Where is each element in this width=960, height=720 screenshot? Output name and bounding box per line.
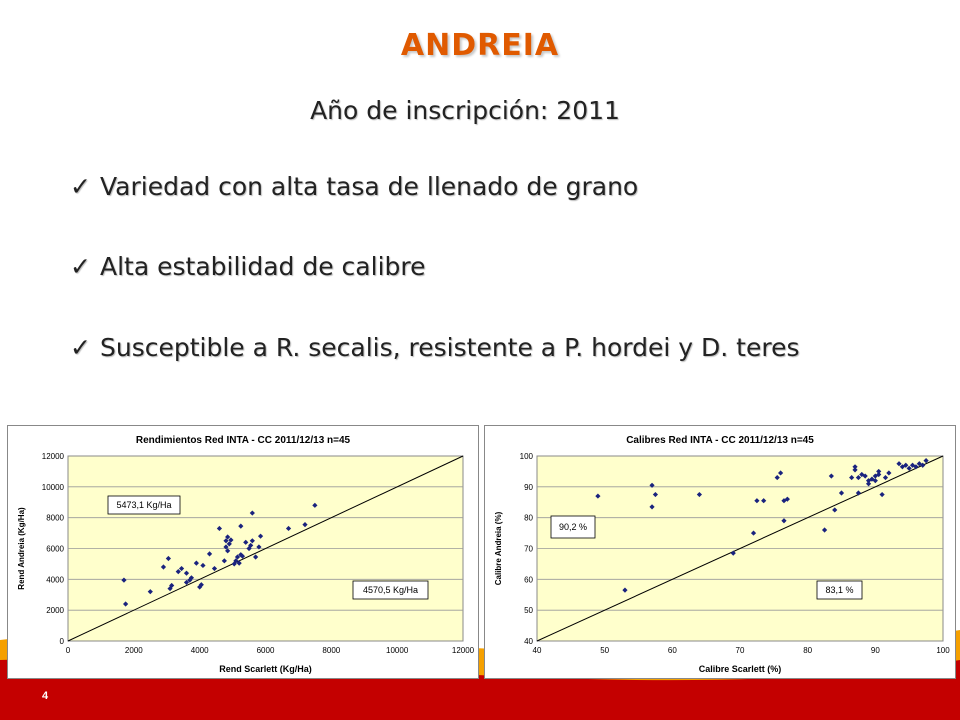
x-tick-label: 6000 xyxy=(256,646,275,655)
y-tick-label: 60 xyxy=(524,575,533,585)
y-tick-label: 40 xyxy=(524,637,533,646)
yield-chart xyxy=(7,425,479,679)
bullet-text: Susceptible a R. secalis, resistente a P. hordei y D. teres xyxy=(100,333,800,362)
x-tick-label: 8000 xyxy=(322,646,341,655)
y-tick-label: 6000 xyxy=(46,544,64,554)
bullet-text: Variedad con alta tasa de llenado de grano xyxy=(100,172,639,201)
x-tick-label: 60 xyxy=(667,646,677,655)
bullet-item xyxy=(70,252,426,281)
x-tick-label: 10000 xyxy=(386,646,409,655)
y-tick-label: 10000 xyxy=(41,482,64,492)
annotation-label: 83,1 % xyxy=(825,585,854,595)
y-tick-label: 0 xyxy=(59,637,64,646)
y-tick-label: 50 xyxy=(524,606,533,616)
yield-chart-svg xyxy=(8,426,478,678)
x-tick-label: 0 xyxy=(65,646,71,655)
y-tick-label: 4000 xyxy=(46,575,64,585)
y-axis-label: Rend Andreia (Kg/Ha) xyxy=(17,507,26,590)
y-axis-label: Calibre Andreia (%) xyxy=(494,511,503,586)
bullet-item xyxy=(70,172,638,201)
y-tick-label: 80 xyxy=(524,513,533,523)
x-axis-label: Rend Scarlett (Kg/Ha) xyxy=(219,664,312,674)
page-number: 4 xyxy=(42,690,49,702)
chart-title: Rendimientos Red INTA - CC 2011/12/13 n=45 xyxy=(135,435,351,446)
x-axis-label: Calibre Scarlett (%) xyxy=(698,664,782,674)
y-tick-label: 100 xyxy=(519,452,533,461)
y-tick-label: 70 xyxy=(524,544,533,554)
annotation-label: 5473,1 Kg/Ha xyxy=(116,500,172,510)
x-tick-label: 80 xyxy=(803,646,813,655)
bullet-item xyxy=(70,333,799,362)
y-tick-label: 12000 xyxy=(41,452,64,461)
x-tick-label: 90 xyxy=(870,646,880,655)
x-tick-label: 70 xyxy=(735,646,745,655)
x-tick-label: 50 xyxy=(600,646,610,655)
x-tick-label: 4000 xyxy=(190,646,209,655)
annotation-label: 4570,5 Kg/Ha xyxy=(362,585,419,595)
x-tick-label: 12000 xyxy=(451,646,475,655)
page-subtitle: Año de inscripción: 2011 xyxy=(310,96,620,125)
y-tick-label: 90 xyxy=(524,482,533,492)
y-tick-label: 8000 xyxy=(46,513,64,523)
annotation-label: 90,2 % xyxy=(558,522,588,532)
chart-title: Calibres Red INTA - CC 2011/12/13 n=45 xyxy=(626,435,814,446)
x-tick-label: 40 xyxy=(532,646,542,655)
checkmark-icon: ✓ xyxy=(70,252,91,281)
checkmark-icon: ✓ xyxy=(70,172,91,201)
page-title: ANDREIA xyxy=(400,28,560,63)
x-tick-label: 100 xyxy=(936,646,950,655)
x-tick-label: 2000 xyxy=(124,646,143,655)
y-tick-label: 2000 xyxy=(46,606,64,616)
bullet-text: Alta estabilidad de calibre xyxy=(100,252,426,281)
checkmark-icon: ✓ xyxy=(70,333,91,362)
caliber-chart-svg xyxy=(485,426,955,678)
caliber-chart xyxy=(484,425,956,679)
